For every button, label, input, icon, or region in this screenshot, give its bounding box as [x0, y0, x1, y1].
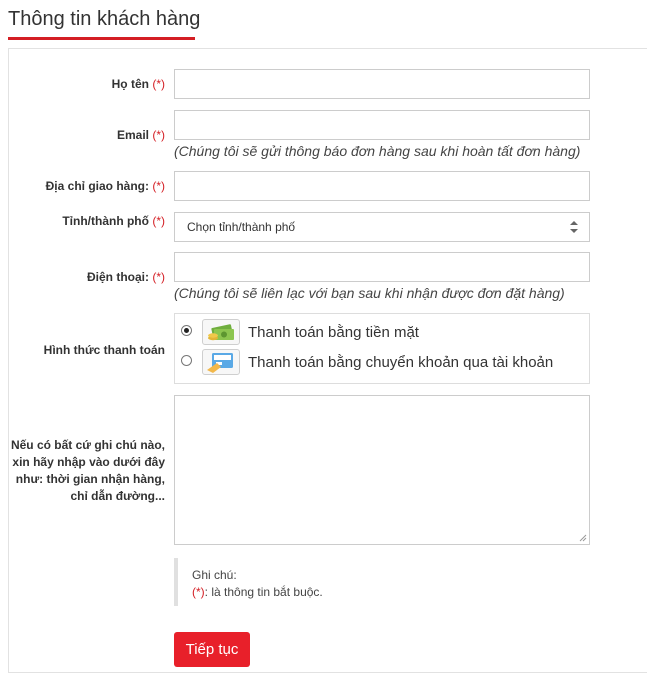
- city-label: Tỉnh/thành phố (*): [62, 214, 165, 228]
- name-label: Họ tên (*): [111, 77, 165, 91]
- required-mark: (*): [152, 214, 165, 228]
- cash-icon: [202, 319, 240, 345]
- notes-textarea[interactable]: [174, 395, 590, 545]
- radio-cash[interactable]: [181, 325, 192, 336]
- payment-label: Hình thức thanh toán: [43, 343, 165, 357]
- email-hint: (Chúng tôi sẽ gửi thông báo đơn hàng sau khi hoàn tất đơn hàng): [174, 143, 581, 159]
- required-mark: (*): [152, 179, 165, 193]
- name-input[interactable]: [174, 69, 590, 99]
- city-select-value: Chọn tỉnh/thành phố: [187, 220, 296, 234]
- payment-option-cash[interactable]: [175, 317, 589, 347]
- atm-card-icon: [202, 349, 240, 375]
- select-arrows-icon: [569, 219, 579, 235]
- footnote-box: [174, 558, 590, 606]
- required-mark: (*): [152, 128, 165, 142]
- page-title: Thông tin khách hàng: [8, 8, 201, 30]
- resize-grip-icon[interactable]: [579, 534, 587, 542]
- radio-transfer[interactable]: [181, 355, 192, 366]
- required-mark: (*): [152, 77, 165, 91]
- phone-input[interactable]: [174, 252, 590, 282]
- required-mark: (*): [152, 270, 165, 284]
- phone-hint: (Chúng tôi sẽ liên lạc với bạn sau khi nhận được đơn đặt hàng): [174, 285, 565, 301]
- continue-button[interactable]: Tiếp tục: [174, 632, 250, 667]
- footnote-title: Ghi chú:: [192, 568, 237, 582]
- payment-option-label: Thanh toán bằng tiền mặt: [248, 324, 419, 341]
- footnote-text: (*): là thông tin bắt buộc.: [192, 585, 323, 599]
- payment-option-label: Thanh toán bằng chuyển khoản qua tài khoản: [248, 354, 554, 371]
- payment-option-transfer[interactable]: [175, 347, 589, 377]
- phone-label: Điện thoại: (*): [86, 270, 165, 284]
- required-mark: (*): [192, 585, 205, 599]
- notes-label: Nếu có bất cứ ghi chú nào, xin hãy nhập vào dưới đây như: thời gian nhận hàng, chỉ dẫn đường...: [10, 438, 165, 503]
- email-input[interactable]: [174, 110, 590, 140]
- address-input[interactable]: [174, 171, 590, 201]
- payment-options: [174, 313, 590, 384]
- address-label: Địa chỉ giao hàng: (*): [45, 179, 165, 193]
- city-select[interactable]: [174, 212, 590, 242]
- title-underline: [8, 37, 195, 40]
- email-label: Email (*): [116, 128, 165, 142]
